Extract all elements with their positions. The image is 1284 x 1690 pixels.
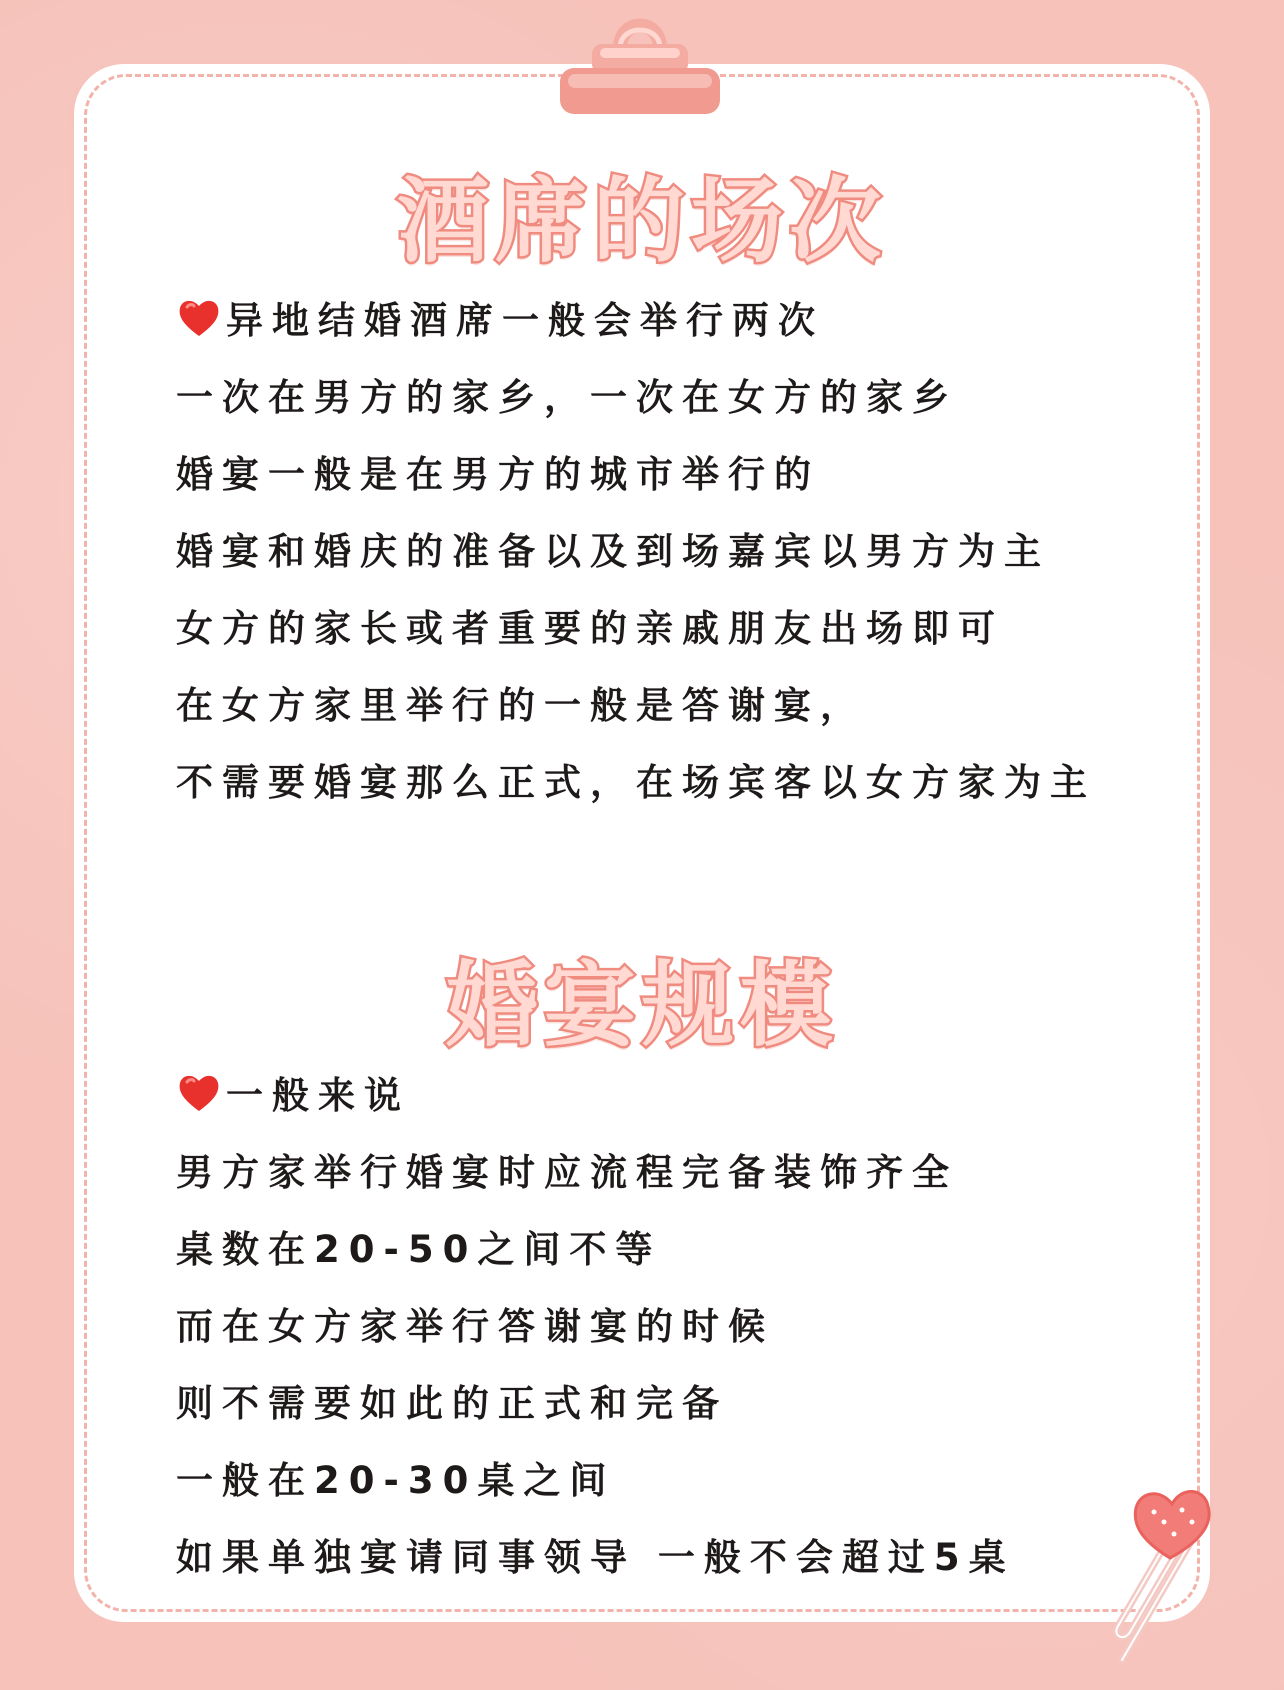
text-line [176,1057,1236,1134]
text-line: 一次在男方的家乡，一次在女方的家乡 [176,376,958,419]
clipboard-clip-icon [550,4,730,120]
text-line: 不需要婚宴那么正式，在场宾客以女方家为主 [176,761,1096,804]
heart-icon [176,1070,222,1116]
section-body-venue-count [176,282,1236,821]
text-line: 一般在20-30桌之间 [176,1459,616,1502]
text-line: 则不需要如此的正式和完备 [176,1382,728,1425]
text-line: 而在女方家举行答谢宴的时候 [176,1305,774,1348]
text-line: 女方的家长或者重要的亲戚朋友出场即可 [176,607,1004,650]
heart-paperclip-icon [1082,1470,1252,1670]
text-line-content: 异地结婚酒席一般会举行两次 [226,299,824,342]
text-line: 在女方家里举行的一般是答谢宴， [176,684,866,727]
text-line: 婚宴和婚庆的准备以及到场嘉宾以男方为主 [176,530,1050,573]
text-line [176,282,1236,359]
section-body-banquet-scale [176,1057,1236,1596]
text-line: 如果单独宴请同事领导 一般不会超过5桌 [176,1536,1015,1579]
heart-icon [176,295,222,341]
text-line: 男方家举行婚宴时应流程完备装饰齐全 [176,1151,958,1194]
section-title-venue-count: 酒席的场次 [396,168,887,275]
text-line-content: 一般来说 [226,1074,410,1117]
text-line: 婚宴一般是在男方的城市举行的 [176,453,820,496]
text-line: 桌数在20-50之间不等 [176,1228,662,1271]
section-title-banquet-scale: 婚宴规模 [445,952,838,1059]
